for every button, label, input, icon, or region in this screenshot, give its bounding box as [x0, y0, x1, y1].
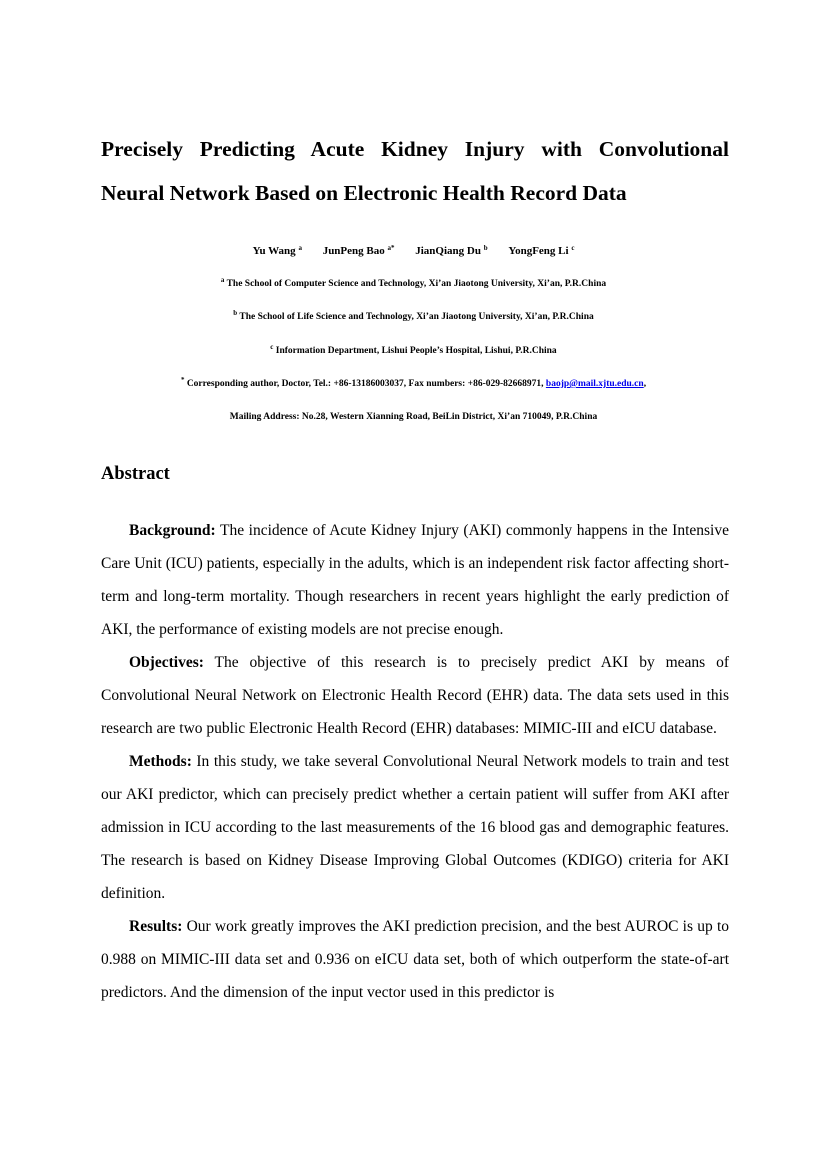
corresponding-author: * Corresponding author, Doctor, Tel.: +86-13186003037, Fax numbers: +86-029-82668971, baojp@mail.xjtu.edu.cn, — [180, 376, 647, 389]
author: JianQiang Du $^b$ — [415, 244, 488, 257]
email-link[interactable]: baojp@mail.xjtu.edu.cn — [545, 379, 644, 389]
abstract-paragraph: Background: The incidence of Acute Kidney Injury (AKI) commonly happens in the Intensive Care Unit (ICU) patients, especially in the adults, which is an independent risk factor affecting short-term and long-term mortality. Though researchers in recent years highlight the early prediction of AKI, the performance of existing models are not precise enough. — [101, 522, 729, 638]
abstract-paragraph: Results: Our work greatly improves the AKI prediction precision, and the best AUROC is up to 0.988 on MIMIC-III data set and 0.936 on eICU data set, both of which outperform the state-of-art predictors. And the dimension of the input vector used in this predictor is — [101, 918, 730, 1001]
author-list — [0, 243, 827, 259]
abstract-paragraph: Objectives: The objective of this research is to precisely predict AKI by means of Convolutional Neural Network on Electronic Health Record (EHR) data. The data sets used in this research are two public Electronic Health Record (EHR) databases: MIMIC-III and eICU database. — [101, 654, 729, 737]
author: JunPeng Bao $^{a*}$ — [322, 244, 395, 257]
paper-title — [101, 127, 729, 215]
affiliation-b: $^b$ The School of Life Science and Technology, Xi’an Jiaotong University, Xi’an, P.R.China — [233, 309, 594, 322]
affiliation-a: $^a$ The School of Computer Science and Technology, Xi’an Jiaotong University, Xi’an, P.R.China — [220, 276, 607, 289]
abstract-body — [101, 514, 729, 1009]
mailing-address: Mailing Address: No.28, Western Xianning Road, BeiLin District, Xi’an 710049, P.R.China — [229, 412, 598, 422]
abstract-heading: Abstract — [101, 464, 170, 484]
title-line-2: Neural Network Based on Electronic Health Record Data — [101, 181, 627, 205]
abstract-paragraph: Methods: In this study, we take several Convolutional Neural Network models to train and test our AKI predictor, which can precisely predict whether a certain patient will suffer from AKI after admission in ICU according to the last measurements of the 16 blood gas and demographic features. The research is based on Kidney Disease Improving Global Outcomes (KDIGO) criteria for AKI definition. — [101, 753, 730, 902]
title-line-1: Precisely Predicting Acute Kidney Injury with Convolutional — [101, 137, 729, 161]
author: YongFeng Li $^c$ — [508, 244, 575, 257]
author: Yu Wang $^a$ — [252, 244, 302, 257]
affiliation-c: $^c$ Information Department, Lishui People’s Hospital, Lishui, P.R.China — [270, 343, 557, 356]
